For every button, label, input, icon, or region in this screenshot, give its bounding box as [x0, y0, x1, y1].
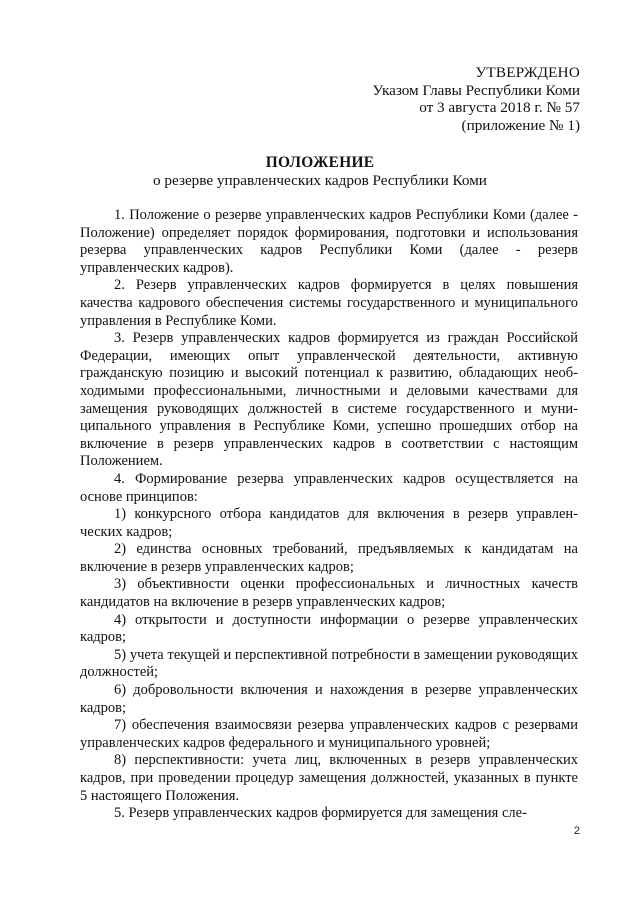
principle-6: 6) добровольности включения и нахождения в резерве управленческих кадров;	[80, 682, 578, 716]
principle-2: 2) единства основных требований, предъявляемых к кандидатам на включение в резерв управленческих кадров;	[80, 541, 578, 575]
paragraph-2: 2. Резерв управленческих кадров формируется в целях повышения качества кадрового обеспечения системы государственного и муниципального управления в Республике Коми.	[80, 277, 578, 329]
approval-stamp	[320, 64, 580, 134]
document-body	[80, 207, 578, 823]
principle-8: 8) перспективности: учета лиц, включенных в резерв управленческих кадров, при проведении процедур замещения должностей, указанных в пункте 5 настоящего Положения.	[80, 752, 578, 804]
principle-4: 4) открытости и доступности информации о резерве управленческих кадров;	[80, 611, 578, 646]
paragraph-5: 5. Резерв управленческих кадров формируется для замещения сле-	[114, 805, 527, 822]
paragraph-3: 3. Резерв управленческих кадров формируется из граждан Российской Федерации, имеющих опыт управленческой деятельности, активную гражданскую позицию и высокий потенциал к развитию, обладающих необходимыми профессиональными, личностными и деловыми качествами для замещения руководящих должностей в системе государственного и муниципального управления в Республике Коми, успешно прошедших отбор на включение в резерв управленческих кадров в соответствии с настоящим Положением.	[80, 330, 578, 470]
page-number: 2	[573, 825, 580, 837]
document-title: ПОЛОЖЕНИЕ	[265, 154, 375, 171]
approval-appendix: (приложение № 1)	[461, 116, 580, 134]
principle-5: 5) учета текущей и перспективной потребности в замещении руководящих должностей;	[80, 646, 578, 681]
paragraph-1: 1. Положение о резерве управленческих кадров Республики Коми (далее - Положение) определяет порядок формирования, подготовки и использования резерва управленческих кадров Республики Коми (далее - резерв управленческих кадров).	[80, 207, 578, 276]
paragraph-4: 4. Формирование резерва управленческих кадров осуществляется на основе принципов:	[80, 470, 578, 505]
principle-3: 3) объективности оценки профессиональных и личностных качеств кандидатов на включение в резерв управленческих кадров;	[80, 576, 578, 611]
principle-1: 1) конкурсного отбора кандидатов для включения в резерв управленческих кадров;	[80, 506, 578, 540]
approval-word: УТВЕРЖДЕНО	[475, 64, 580, 81]
document-subtitle: о резерве управленческих кадров Республики Коми	[153, 172, 487, 189]
approval-decree: Указом Главы Республики Коми	[372, 81, 580, 99]
principle-7: 7) обеспечения взаимосвязи резерва управленческих кадров с резервами управленческих кадров федерального и муниципального уровней;	[80, 717, 578, 751]
approval-date: от 3 августа 2018 г. № 57	[419, 99, 580, 116]
